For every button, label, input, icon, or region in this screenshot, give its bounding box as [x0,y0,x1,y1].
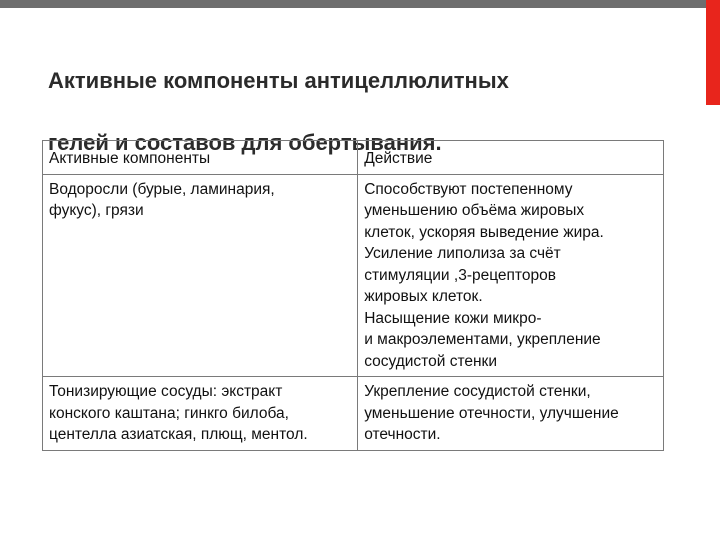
cell-line: Водоросли (бурые, ламинария, [49,180,275,198]
cell-line: клеток, ускоряя выведение жира. [364,223,604,241]
cell-line: Укрепление сосудистой стенки, [364,383,591,400]
cell-line: отечности. [364,426,441,443]
component-cell [43,174,358,377]
cell-line: Тонизирующие сосуды: экстракт [49,383,283,400]
cell-line: стимуляции ,3-рецепторов [364,266,556,284]
title-line: Активные компоненты антицеллюлитных [48,68,509,93]
table-header-row [43,141,664,175]
cell-line: Насыщение кожи микро- [364,309,542,327]
cell-line: конского каштана; гинкго билоба, [49,404,289,422]
action-cell [358,174,664,377]
top-rule [0,0,706,8]
header-action: Действие [358,141,664,175]
cell-line: сосудистой стенки [364,352,497,370]
action-cell [358,377,664,451]
cell-line: центелла азиатская, плющ, ментол. [49,426,308,443]
components-table [42,140,664,451]
cell-line: уменьшение отечности, улучшение [364,404,619,422]
title-line: гелей и составов для обертывания. [48,130,442,155]
table-row [43,377,664,451]
cell-line: фукус), грязи [49,202,144,219]
cell-line: Усиление липолиза за счёт [364,245,561,262]
cell-line: Способствуют постепенному [364,180,573,198]
cell-line: уменьшению объёма жировых [364,202,585,219]
header-components: Активные компоненты [43,141,358,175]
table-row [43,174,664,377]
cell-line: и макроэлементами, укрепление [364,331,601,348]
component-cell [43,377,358,451]
accent-bar [706,0,720,105]
cell-line: жировых клеток. [364,288,483,305]
